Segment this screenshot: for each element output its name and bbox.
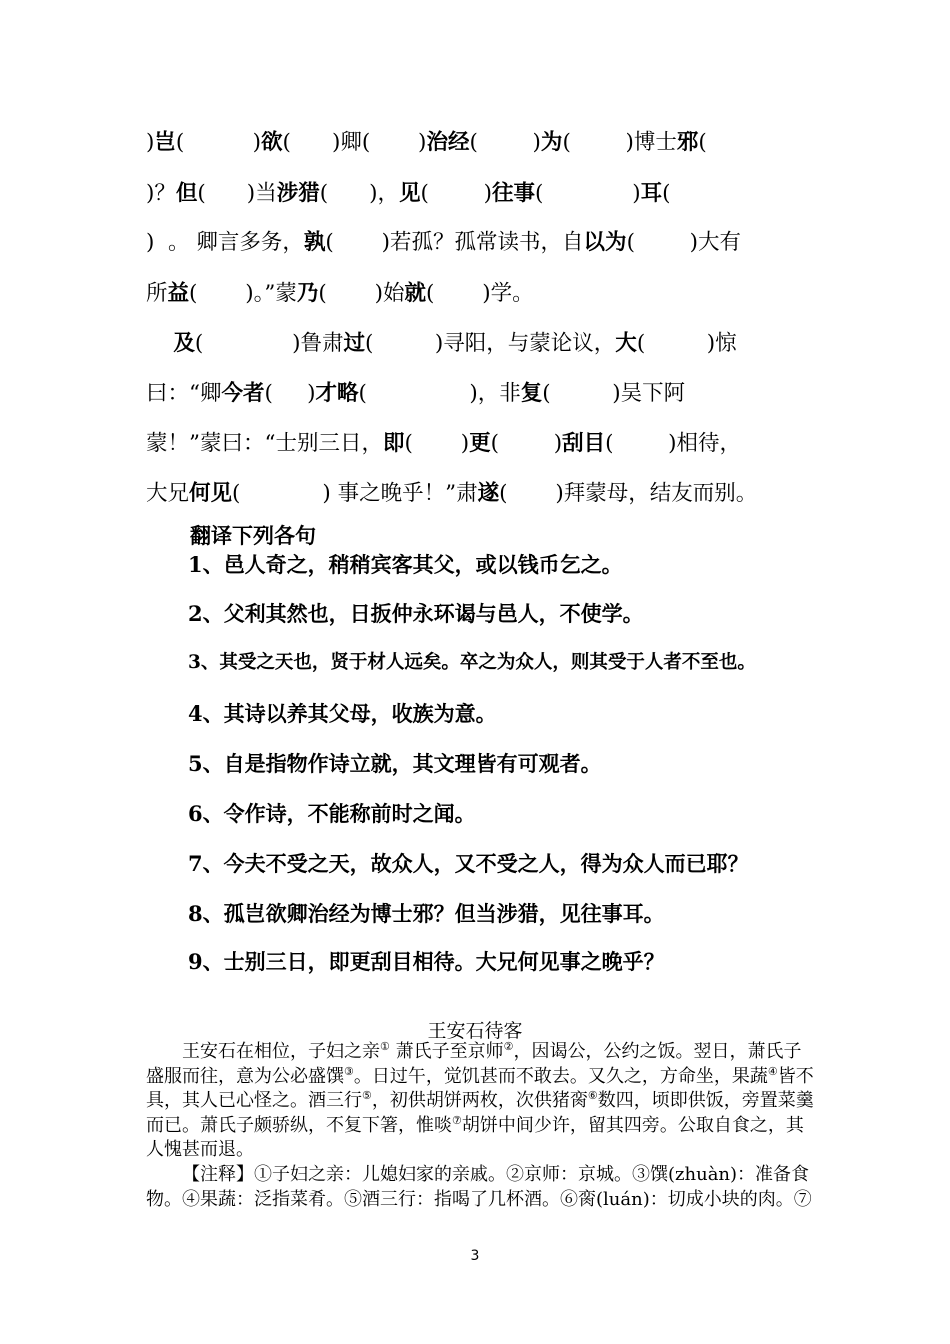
fill-text: ( )卿( ) <box>282 130 427 155</box>
emphasized-word: 往事 <box>492 179 535 209</box>
fill-text: ( )学。 <box>426 281 534 306</box>
emphasized-word: 耳 <box>641 179 663 209</box>
emphasized-word: 为 <box>541 128 563 158</box>
fill-text: ( )当 <box>197 181 277 206</box>
footnote-marker: ⑤ <box>362 1089 372 1103</box>
translation-item: 8、孤岂欲卿治经为博士邪？但当涉猎，见往事耳。 <box>188 901 665 926</box>
footnote-marker: ⑦ <box>452 1113 462 1127</box>
fill-text: ( )若孤？孤常读书，自 <box>325 230 584 255</box>
story-block <box>146 1040 818 1212</box>
page-number: 3 <box>470 1248 480 1264</box>
story-text: 皆不具，其人已心怪之。酒三行 <box>146 1065 814 1112</box>
fill-line <box>146 228 811 258</box>
emphasized-word: 及 <box>173 329 195 359</box>
fill-text: ( )大有 <box>626 230 742 255</box>
emphasized-word: 就 <box>405 279 427 309</box>
fill-line <box>146 279 811 309</box>
fill-text: ( )始 <box>318 281 405 306</box>
fill-text: ( ) <box>175 130 262 155</box>
fill-text: ( ) <box>404 431 470 456</box>
emphasized-word: 治经 <box>426 128 469 158</box>
fill-text: ( <box>662 181 671 206</box>
fill-text: ( ) <box>535 181 641 206</box>
emphasized-word: 遂 <box>478 479 500 509</box>
emphasized-word: 益 <box>168 279 190 309</box>
emphasized-word: 今者 <box>222 379 265 409</box>
fill-text: ) 。 卿言多务， <box>146 230 304 255</box>
translation-item: 1、邑人奇之，稍稍宾客其父，或以钱币乞之。 <box>188 552 623 577</box>
fill-text: )？ <box>146 181 176 206</box>
emphasized-word: 刮目 <box>562 429 605 459</box>
translate-heading: 翻译下列各句 <box>190 523 316 548</box>
fill-text <box>146 329 173 359</box>
translation-item: 5、自是指物作诗立就，其文理皆有可观者。 <box>188 751 602 776</box>
emphasized-word: 何见 <box>189 479 232 509</box>
fill-text: ( ) <box>420 181 492 206</box>
fill-text: ( ) <box>469 130 541 155</box>
fill-text: ( ) <box>490 431 563 456</box>
story-paragraph <box>146 1040 818 1163</box>
fill-text: ( )，非 <box>358 381 521 406</box>
footnote-marker: ④ <box>767 1064 778 1078</box>
fill-text: ( )惊 <box>636 331 737 356</box>
emphasized-word: 欲 <box>261 128 283 158</box>
emphasized-word: 邪 <box>677 128 699 158</box>
fill-text: ) <box>146 130 155 155</box>
emphasized-word: 大 <box>615 329 637 359</box>
fill-text: ( )鲁肃 <box>194 331 344 356</box>
story-text: ，初供胡饼两枚，次供猪脔 <box>371 1090 588 1112</box>
fill-text: ( )博士 <box>562 130 677 155</box>
fill-line <box>146 429 811 459</box>
fill-text: 所 <box>146 281 168 306</box>
emphasized-word: 见 <box>399 179 421 209</box>
emphasized-word: 过 <box>343 329 365 359</box>
emphasized-word: 涉猎 <box>277 179 320 209</box>
story-text: 数四，顷即供饭，旁置菜羹而已。萧氏子颇骄纵，不复下箸，惟啖 <box>146 1090 814 1136</box>
footnote-marker: ⑥ <box>587 1089 598 1103</box>
story-text: 王安石在相位，子妇之亲 <box>182 1041 380 1062</box>
fill-text: ( )相待， <box>605 431 742 456</box>
story-text: 胡饼中间少许，留其四旁。公取自食之，其人愧甚而退。 <box>146 1114 804 1161</box>
translation-item: 6、令作诗，不能称前时之闻。 <box>188 801 476 826</box>
fill-text: ( )拜蒙母，结友而别。 <box>499 481 758 506</box>
emphasized-word: 岂 <box>154 128 176 158</box>
translation-item: 4、其诗以养其父母，收族为意。 <box>188 701 497 726</box>
fill-text: 曰：“卿 <box>146 381 222 406</box>
fill-text: ( ) 事之晚乎！”肃 <box>232 481 478 506</box>
emphasized-word: 才略 <box>315 379 358 409</box>
translation-item: 2、父利其然也，日扳仲永环谒与邑人，不使学。 <box>188 601 644 626</box>
fill-line <box>146 128 811 158</box>
emphasized-word: 即 <box>383 429 405 459</box>
footnote-marker: ③ <box>344 1064 354 1078</box>
fill-text: ( )寻阳，与蒙论议， <box>365 331 616 356</box>
fill-text: ( )吴下阿 <box>542 381 686 406</box>
fill-text: 大兄 <box>146 481 190 506</box>
emphasized-word: 乃 <box>297 279 319 309</box>
fill-text: ( )， <box>319 181 400 206</box>
story-title: 王安石待客 <box>427 1020 523 1042</box>
emphasized-word: 但 <box>176 179 198 209</box>
emphasized-word: 孰 <box>304 228 326 258</box>
translation-item: 7、今夫不受之天，故众人，又不受之人，得为众人而已耶？ <box>188 851 749 876</box>
fill-text: ( <box>698 130 707 155</box>
story-text: ，因谒公，公约之饭。翌日，萧氏子盛服而往，意为公必盛馔 <box>146 1041 802 1087</box>
footnote-marker: ② <box>503 1040 514 1053</box>
translation-item: 9、士别三日，即更刮目相待。大兄何见事之晚乎？ <box>188 949 665 974</box>
story-text: 。日过午，觉饥甚而不敢去。又久之，方命坐，果蔬 <box>353 1065 768 1087</box>
emphasized-word: 更 <box>469 429 491 459</box>
fill-line <box>146 329 811 359</box>
fill-line <box>146 479 811 509</box>
footnote-marker: ① <box>380 1040 390 1053</box>
fill-line <box>146 179 811 209</box>
fill-text: ( )。”蒙 <box>189 281 297 306</box>
translation-item: 3、其受之天也，贤于材人远矣。卒之为众人，则其受于人者不至也。 <box>188 652 756 673</box>
fill-line <box>146 379 811 409</box>
fill-text: ( ) <box>264 381 316 406</box>
emphasized-word: 复 <box>521 379 543 409</box>
emphasized-word: 以为 <box>584 228 627 258</box>
story-text: 萧氏子至京师 <box>389 1041 504 1062</box>
story-notes: 【注释】①子妇之亲：儿媳妇家的亲戚。②京师：京城。③馔(zhuàn)：准备食物。④果蔬：泛指菜肴。⑤酒三行：指喝了几杯酒。⑥脔(luán)：切成小块的肉。⑦ <box>146 1163 812 1210</box>
fill-text: 蒙！”蒙曰：“士别三日， <box>146 431 383 456</box>
